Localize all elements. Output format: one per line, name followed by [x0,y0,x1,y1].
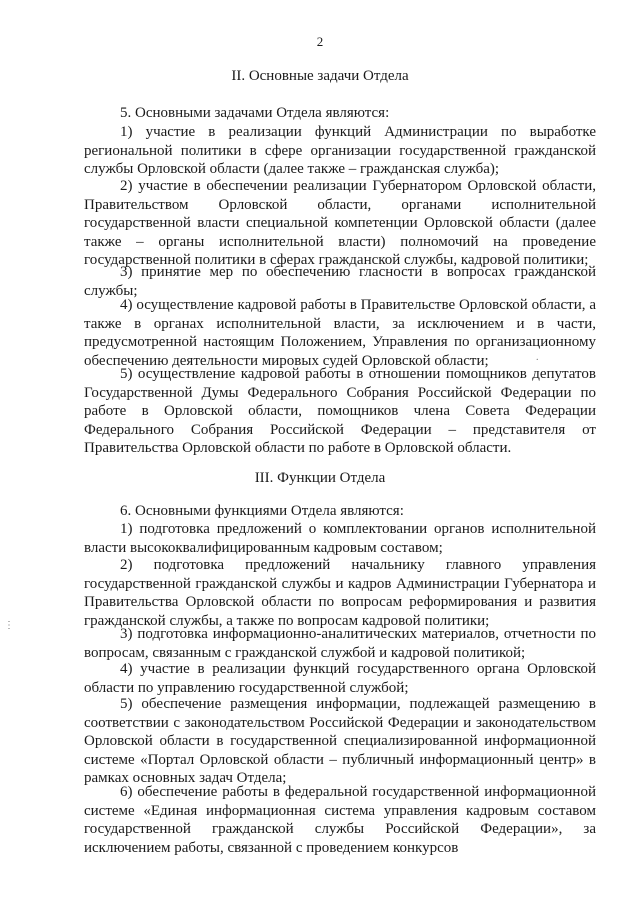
section-3-item: 2) подготовка предложений начальнику главного управления государственной гражданской службы и кадров Администрации Губернатора и Правительства Орловской области по вопросам реформирования и развития гражданской службы, а также по вопросам кадровой политики; [84,557,596,629]
section-2-heading: II. Основные задачи Отдела [231,68,409,84]
section-3-item: 3) подготовка информационно-аналитических материалов, отчетности по вопросам, связанным с гражданской службой и кадровой политикой; [84,626,596,661]
scan-mark: . [536,352,539,363]
section-2-item: 2) участие в обеспечении реализации Губернатором Орловской области, Правительством Орловской области, органами исполнительной государственной власти специальной компетенции Орловской области (далее также – органы исполнительной власти) полномочий на проведение государственной политики в сферах гражданской службы, кадровой политики; [84,178,596,269]
page-number: 2 [316,34,324,49]
section-3-item: 6) обеспечение работы в федеральной государственной информационной системе «Единая информационная система управления кадровым составом государственной гражданской службы Российской Федерации», за исключением работы, связанной с проведением конкурсов [84,784,596,856]
section-2-item: 1) участие в реализации функций Администрации по выработке региональной политики в сфере организации государственной гражданской службы Орловской области (далее также – гражданская служба); [84,124,596,178]
section-3-heading: III. Функции Отдела [254,470,386,486]
section-3-item: 5) обеспечение размещения информации, подлежащей размещению в соответствии с законодательством Российской Федерации и законодательством Орловской области в государственной специализированной информационной системе «Портал Орловской области – публичный информационный центр» в рамках основных задач Отдела; [84,696,596,787]
section-2-item: 4) осуществление кадровой работы в Правительстве Орловской области, а также в органах исполнительной власти, за исключением и в части, предусмотренной настоящим Положением, Управления по организационному обеспечению деятельности мировых судей Орловской области; [84,297,596,369]
section-3-intro: 6. Основными функциями Отдела являются: [120,503,404,519]
section-3-item: 1) подготовка предложений о комплектовании органов исполнительной власти высококвалифицированным кадровым составом; [84,521,596,556]
section-3-item: 4) участие в реализации функций государственного органа Орловской области по управлению государственной службой; [84,661,596,696]
section-2-intro: 5. Основными задачами Отдела являются: [120,105,390,121]
section-2-item: 5) осуществление кадровой работы в отношении помощников депутатов Государственной Думы Федерального Собрания Российской Федерации по работе в Орловской области, помощников члена Совета Федерации Федерального Собрания Российской Федерации – представителя от Правительства Орловской области по работе в Орловской области. [84,366,596,457]
scan-mark: ⋮ [4,620,14,631]
section-2-item: 3) принятие мер по обеспечению гласности в вопросах гражданской службы; [84,264,596,299]
